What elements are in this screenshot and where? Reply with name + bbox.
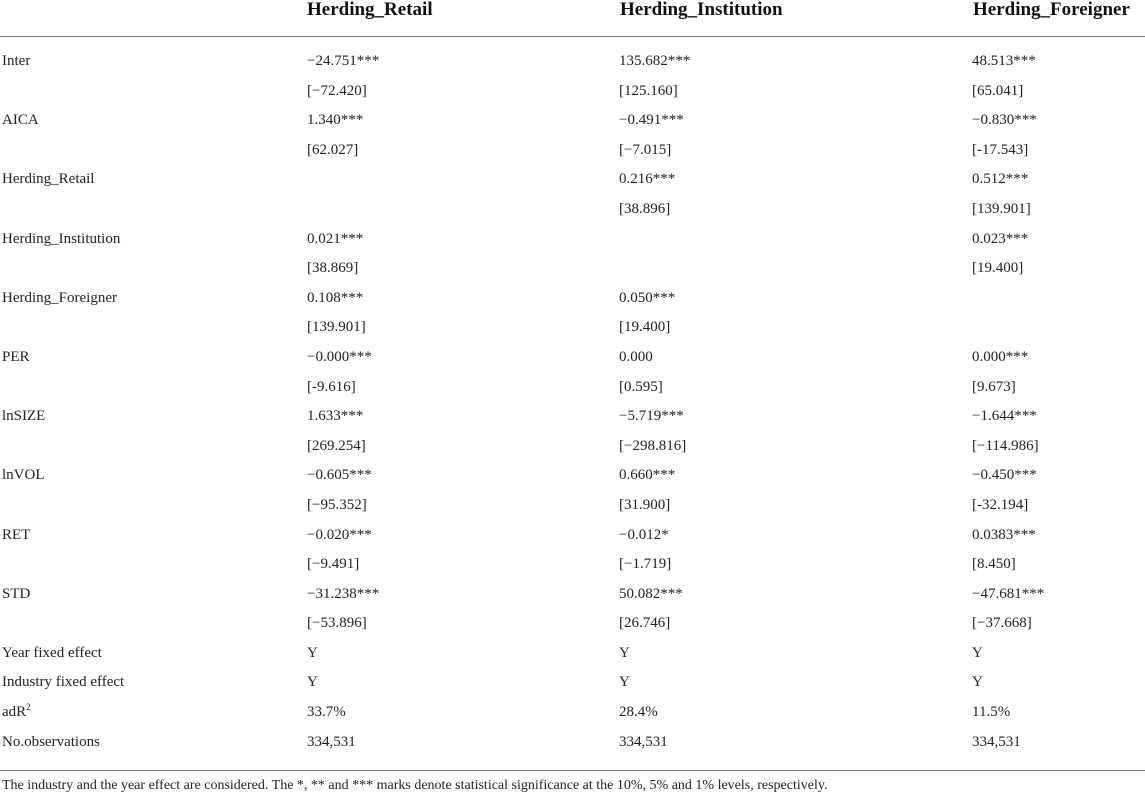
- coefficient-cell: 1.633***: [307, 408, 364, 425]
- tstat-cell: [−9.491]: [307, 556, 360, 573]
- control-cell: Y: [619, 644, 630, 661]
- coefficient-cell: 48.513***: [972, 53, 1036, 69]
- row-label: [0, 195, 307, 225]
- row-label: Year fixed effect: [2, 644, 102, 661]
- row-label: RET: [2, 526, 31, 543]
- table-row-control: [0, 668, 1145, 698]
- table-row-control: [0, 639, 1145, 669]
- tstat-cell: [-32.194]: [972, 496, 1029, 513]
- coefficient-cell: −0.000***: [307, 348, 372, 365]
- coefficient-cell: −0.605***: [307, 467, 372, 484]
- row-label: AICA: [2, 112, 39, 129]
- tstat-cell: [−7.015]: [619, 141, 672, 158]
- adr2-cell: 11.5%: [972, 704, 1011, 721]
- table-row: [0, 106, 1145, 136]
- coefficient-cell: −0.830***: [972, 112, 1037, 129]
- tstat-cell: [972, 313, 1145, 343]
- coefficient-cell: 0.023***: [972, 230, 1029, 247]
- header-divider: [0, 36, 1145, 37]
- coefficient-cell: 135.682***: [619, 53, 691, 69]
- control-cell: Y: [619, 674, 630, 691]
- tstat-cell: [−114.986]: [972, 437, 1039, 454]
- coefficient-cell: 0.000***: [972, 348, 1029, 365]
- row-label: [0, 77, 307, 107]
- row-label: [0, 550, 307, 580]
- tstat-cell: [8.450]: [972, 556, 1016, 573]
- tstat-cell: [31.900]: [619, 496, 671, 513]
- control-cell: Y: [307, 674, 318, 691]
- coefficient-cell: −1.644***: [972, 408, 1037, 425]
- coefficient-cell: 0.021***: [307, 230, 364, 247]
- table-bottom-divider: [0, 770, 1145, 771]
- adr2-cell: 28.4%: [619, 704, 658, 721]
- row-label: Herding_Foreigner: [2, 289, 117, 306]
- adr2-superscript: 2: [26, 702, 31, 713]
- table-body: [0, 47, 1145, 757]
- table-row-tstat: [0, 609, 1145, 639]
- row-label: lnVOL: [2, 467, 45, 484]
- adr2-label: adR: [2, 704, 27, 721]
- tstat-cell: [9.673]: [972, 378, 1016, 395]
- column-header-retail: Herding_Retail: [307, 0, 433, 20]
- coefficient-cell: −0.491***: [619, 112, 684, 129]
- table-row: [0, 343, 1145, 373]
- tstat-cell: [-17.543]: [972, 141, 1029, 158]
- table-row: [0, 402, 1145, 432]
- coefficient-cell: 0.050***: [619, 289, 676, 306]
- tstat-cell: [139.901]: [307, 319, 366, 336]
- table-row: [0, 461, 1145, 491]
- column-header-institution: Herding_Institution: [620, 0, 783, 20]
- tstat-cell: [−72.420]: [307, 82, 367, 99]
- tstat-cell: [−95.352]: [307, 496, 367, 513]
- tstat-cell: [62.027]: [307, 141, 359, 158]
- table-row-tstat: [0, 373, 1145, 403]
- row-label: No.observations: [2, 733, 100, 750]
- tstat-cell: [38.896]: [619, 200, 671, 217]
- table-row-tstat: [0, 491, 1145, 521]
- coefficient-cell: 0.108***: [307, 289, 364, 306]
- tstat-cell: [0.595]: [619, 378, 663, 395]
- coefficient-cell: 50.082***: [619, 585, 683, 602]
- table-row: [0, 284, 1145, 314]
- row-label: [0, 432, 307, 462]
- coefficient-cell: [972, 284, 1145, 314]
- row-label: [0, 313, 307, 343]
- coefficient-cell: 0.000: [619, 348, 653, 365]
- regression-table: [0, 47, 1145, 757]
- tstat-cell: [19.400]: [972, 260, 1024, 277]
- observations-cell: 334,531: [972, 733, 1021, 750]
- coefficient-cell: 0.660***: [619, 467, 676, 484]
- row-label: [0, 254, 307, 284]
- observations-cell: 334,531: [307, 733, 356, 750]
- tstat-cell: [−53.896]: [307, 615, 367, 632]
- coefficient-cell: 0.512***: [972, 171, 1029, 188]
- row-label: PER: [2, 348, 30, 365]
- row-label: [0, 491, 307, 521]
- tstat-cell: [−37.668]: [972, 615, 1032, 632]
- table-row-tstat: [0, 313, 1145, 343]
- table-row: [0, 165, 1145, 195]
- tstat-cell: [-9.616]: [307, 378, 356, 395]
- tstat-cell: [19.400]: [619, 319, 671, 336]
- table-row-observations: [0, 728, 1145, 758]
- table-row: [0, 225, 1145, 255]
- tstat-cell: [−298.816]: [619, 437, 687, 454]
- coefficient-cell: [619, 225, 972, 255]
- table-row-tstat: [0, 550, 1145, 580]
- coefficient-cell: −0.012*: [619, 526, 669, 543]
- coefficient-cell: 0.216***: [619, 171, 676, 188]
- tstat-cell: [−1.719]: [619, 556, 672, 573]
- control-cell: Y: [307, 644, 318, 661]
- table-row-tstat: [0, 195, 1145, 225]
- row-label: lnSIZE: [2, 408, 46, 425]
- table-footnote: The industry and the year effect are considered. The *, ** and *** marks denote statistical significance at the 10%, 5% and 1% levels, respectively.: [2, 778, 828, 793]
- observations-cell: 334,531: [619, 733, 668, 750]
- coefficient-cell: −47.681***: [972, 585, 1045, 602]
- table-row-tstat: [0, 136, 1145, 166]
- coefficient-cell: −24.751***: [307, 53, 380, 69]
- row-label: [0, 698, 307, 728]
- row-label: [0, 609, 307, 639]
- table-row: [0, 47, 1145, 77]
- row-label: Herding_Institution: [2, 230, 121, 247]
- tstat-cell: [65.041]: [972, 82, 1024, 99]
- tstat-cell: [125.160]: [619, 82, 678, 99]
- row-label: Inter: [2, 53, 31, 69]
- row-label: Industry fixed effect: [2, 674, 125, 691]
- tstat-cell: [307, 195, 619, 225]
- column-header-foreigner: Herding_Foreigner: [973, 0, 1130, 20]
- row-label: Herding_Retail: [2, 171, 95, 188]
- tstat-cell: [619, 254, 972, 284]
- table-row: [0, 580, 1145, 610]
- tstat-cell: [269.254]: [307, 437, 366, 454]
- row-label: [0, 373, 307, 403]
- coefficient-cell: 1.340***: [307, 112, 364, 129]
- table-row-tstat: [0, 254, 1145, 284]
- table-row-tstat: [0, 432, 1145, 462]
- coefficient-cell: −0.450***: [972, 467, 1037, 484]
- tstat-cell: [38.869]: [307, 260, 359, 277]
- control-cell: Y: [972, 644, 983, 661]
- tstat-cell: [139.901]: [972, 200, 1031, 217]
- row-label: [0, 136, 307, 166]
- table-row: [0, 521, 1145, 551]
- table-row-adr2: [0, 698, 1145, 728]
- adr2-cell: 33.7%: [307, 704, 346, 721]
- coefficient-cell: −31.238***: [307, 585, 380, 602]
- coefficient-cell: −0.020***: [307, 526, 372, 543]
- row-label: STD: [2, 585, 31, 602]
- coefficient-cell: [307, 165, 619, 195]
- coefficient-cell: −5.719***: [619, 408, 684, 425]
- coefficient-cell: 0.0383***: [972, 526, 1036, 543]
- table-header: [0, 0, 1145, 36]
- table-row-tstat: [0, 77, 1145, 107]
- control-cell: Y: [972, 674, 983, 691]
- tstat-cell: [26.746]: [619, 615, 671, 632]
